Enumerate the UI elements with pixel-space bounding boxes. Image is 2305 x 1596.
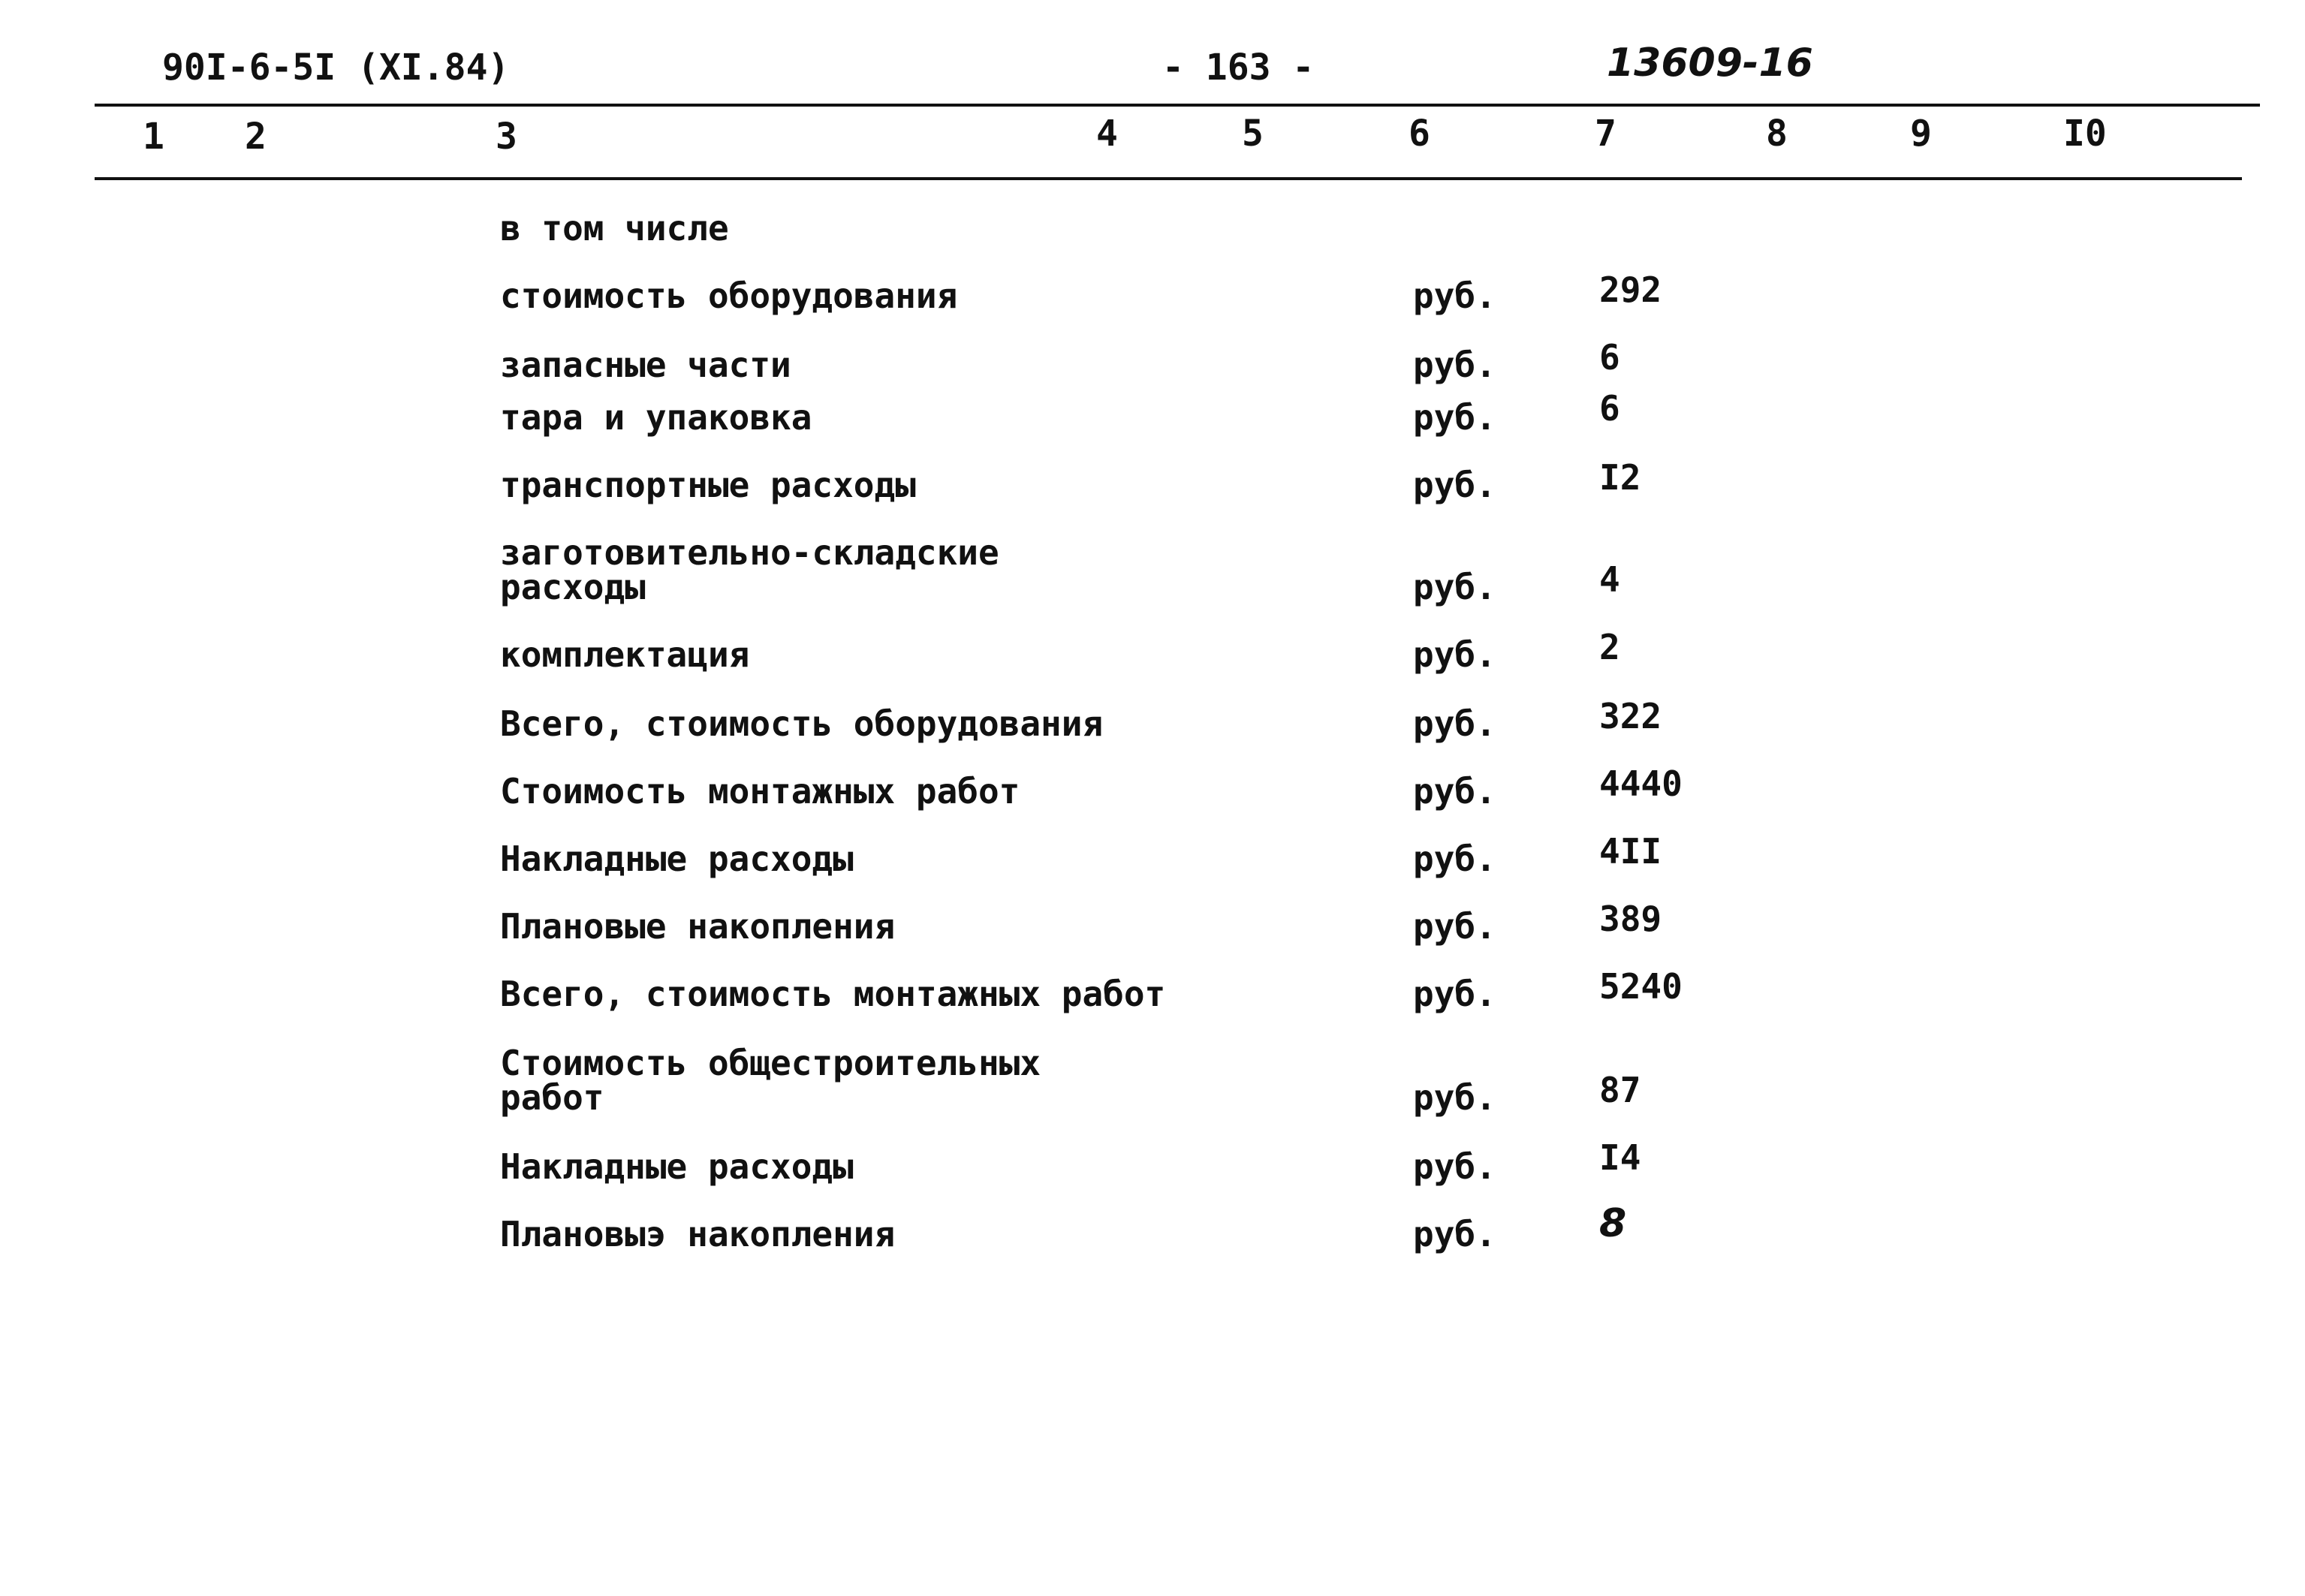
row-value: I4 [1599, 1137, 1641, 1178]
row-label-continued: работ [500, 1077, 604, 1118]
row-unit: руб. [1413, 345, 1496, 385]
column-number-1: 1 [143, 116, 164, 158]
row-value: 8 [1599, 1201, 1627, 1246]
row-value: 5240 [1599, 966, 1683, 1007]
row-label: тара и упаковка [500, 397, 812, 438]
page-number: - 163 - [1162, 47, 1315, 89]
row-unit: руб. [1413, 634, 1496, 675]
row-value: 4II [1599, 831, 1662, 872]
column-number-9: 9 [1910, 113, 1932, 155]
row-unit: руб. [1413, 276, 1496, 316]
row-label: заготовительно-складские [500, 532, 999, 573]
row-value: 322 [1599, 696, 1662, 736]
column-number-4: 4 [1096, 113, 1118, 155]
column-number-3: 3 [496, 116, 517, 158]
header-bottom-rule [95, 177, 2242, 180]
row-label: стоимость оборудования [500, 276, 958, 316]
row-label-continued: расходы [500, 567, 646, 607]
row-value: 292 [1599, 270, 1662, 310]
row-unit: руб. [1413, 839, 1496, 879]
row-unit: руб. [1413, 906, 1496, 947]
row-unit: руб. [1413, 1146, 1496, 1187]
row-label: запасные части [500, 345, 791, 385]
column-number-8: 8 [1766, 113, 1788, 155]
row-value: 389 [1599, 899, 1662, 939]
column-number-7: 7 [1595, 113, 1617, 155]
row-label: Всего, стоимость оборудования [500, 703, 1104, 744]
row-value: I2 [1599, 457, 1641, 498]
row-unit: руб. [1413, 771, 1496, 812]
row-unit: руб. [1413, 397, 1496, 438]
column-number-5: 5 [1242, 113, 1264, 155]
row-label: комплектация [500, 634, 750, 675]
column-number-2: 2 [245, 116, 267, 158]
column-number-6: 6 [1409, 113, 1430, 155]
sheet-code: 13609-16 [1607, 41, 1813, 86]
row-label: Стоимость общестроительных [500, 1043, 1041, 1083]
row-unit: руб. [1413, 703, 1496, 744]
document-code: 90I-6-5I (XI.84) [162, 47, 510, 89]
row-value: 6 [1599, 388, 1620, 429]
row-label: Накладные расходы [500, 839, 854, 879]
row-label: транспортные расходы [500, 465, 916, 505]
row-label: Плановые накопления [500, 906, 896, 947]
column-number-10: I0 [2063, 113, 2107, 155]
row-unit: руб. [1413, 1077, 1496, 1118]
row-label: в том числе [500, 208, 729, 248]
row-label: Плановыэ накопления [500, 1214, 896, 1254]
top-rule [95, 104, 2260, 107]
row-label: Стоимость монтажных работ [500, 771, 1020, 812]
row-label: Всего, стоимость монтажных работ [500, 974, 1166, 1014]
row-value: 4440 [1599, 763, 1683, 804]
row-value: 87 [1599, 1070, 1641, 1110]
row-value: 4 [1599, 559, 1620, 600]
row-value: 2 [1599, 627, 1620, 667]
row-value: 6 [1599, 337, 1620, 378]
row-unit: руб. [1413, 465, 1496, 505]
row-unit: руб. [1413, 567, 1496, 607]
row-unit: руб. [1413, 974, 1496, 1014]
row-label: Накладные расходы [500, 1146, 854, 1187]
row-unit: руб. [1413, 1214, 1496, 1254]
